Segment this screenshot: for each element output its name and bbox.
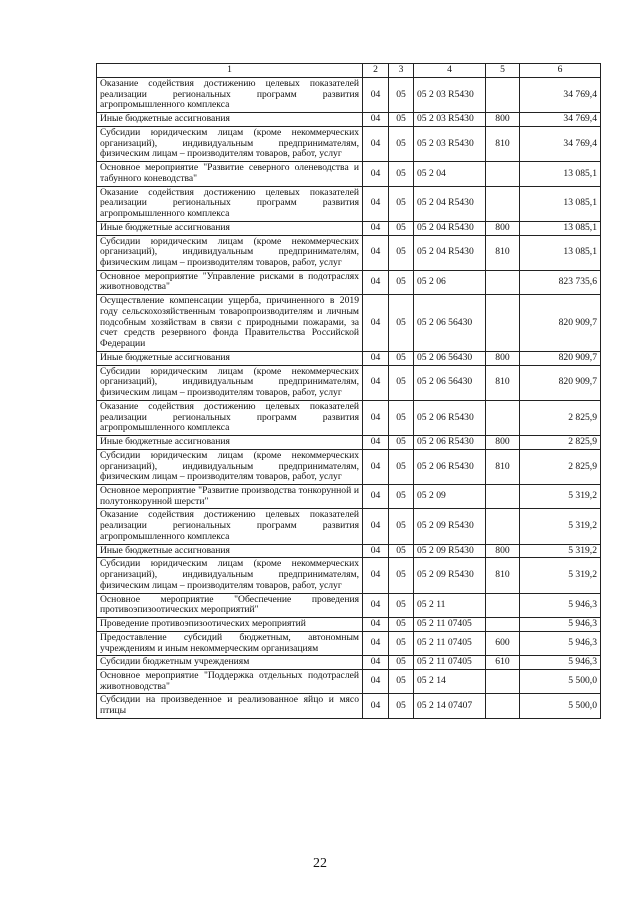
row-pr-cell: 05 xyxy=(389,558,414,593)
row-name-cell: Иные бюджетные ассигнования xyxy=(97,351,363,365)
row-rz-cell: 04 xyxy=(363,544,389,558)
row-sum-cell: 2 825,9 xyxy=(520,436,601,450)
row-csr-cell: 05 2 11 07405 xyxy=(414,656,486,670)
row-csr-cell: 05 2 03 R5430 xyxy=(414,78,486,113)
row-vr-cell: 800 xyxy=(486,221,520,235)
table-row xyxy=(97,656,601,670)
table-row xyxy=(97,235,601,270)
row-rz-cell: 04 xyxy=(363,618,389,632)
row-vr-cell xyxy=(486,694,520,718)
table-row xyxy=(97,449,601,484)
row-name-cell: Основное мероприятие "Поддержка отдельных подотраслей животноводства" xyxy=(97,669,363,693)
table-row xyxy=(97,544,601,558)
row-sum-cell: 2 825,9 xyxy=(520,400,601,435)
row-csr-cell: 05 2 03 R5430 xyxy=(414,113,486,127)
table-row xyxy=(97,694,601,718)
row-sum-cell: 2 825,9 xyxy=(520,449,601,484)
row-csr-cell: 05 2 06 R5430 xyxy=(414,449,486,484)
row-sum-cell: 820 909,7 xyxy=(520,365,601,400)
table-row xyxy=(97,593,601,617)
row-rz-cell: 04 xyxy=(363,669,389,693)
row-name-cell: Иные бюджетные ассигнования xyxy=(97,221,363,235)
row-pr-cell: 05 xyxy=(389,162,414,186)
table-row xyxy=(97,669,601,693)
table-row xyxy=(97,484,601,508)
row-vr-cell xyxy=(486,295,520,352)
row-sum-cell: 820 909,7 xyxy=(520,295,601,352)
row-sum-cell: 5 946,3 xyxy=(520,618,601,632)
row-vr-cell: 800 xyxy=(486,113,520,127)
row-pr-cell: 05 xyxy=(389,365,414,400)
row-pr-cell: 05 xyxy=(389,113,414,127)
row-vr-cell: 810 xyxy=(486,365,520,400)
row-csr-cell: 05 2 04 R5430 xyxy=(414,186,486,221)
row-sum-cell: 34 769,4 xyxy=(520,78,601,113)
row-vr-cell xyxy=(486,270,520,294)
row-rz-cell: 04 xyxy=(363,295,389,352)
row-sum-cell: 13 085,1 xyxy=(520,235,601,270)
row-sum-cell: 5 946,3 xyxy=(520,631,601,655)
row-csr-cell: 05 2 03 R5430 xyxy=(414,126,486,161)
row-name-cell: Субсидии юридическим лицам (кроме некоммерческих организаций), индивидуальным предпринимателям, физическим лицам – производителям товаров, работ, услуг xyxy=(97,365,363,400)
row-csr-cell: 05 2 04 xyxy=(414,162,486,186)
row-rz-cell: 04 xyxy=(363,113,389,127)
table-row xyxy=(97,221,601,235)
row-rz-cell: 04 xyxy=(363,235,389,270)
row-pr-cell: 05 xyxy=(389,593,414,617)
row-sum-cell: 5 319,2 xyxy=(520,484,601,508)
row-vr-cell xyxy=(486,186,520,221)
table-row xyxy=(97,365,601,400)
row-pr-cell: 05 xyxy=(389,509,414,544)
row-rz-cell: 04 xyxy=(363,221,389,235)
row-name-cell: Оказание содействия достижению целевых показателей реализации региональных программ развития агропромышленного комплекса xyxy=(97,400,363,435)
row-rz-cell: 04 xyxy=(363,436,389,450)
column-header-3: 3 xyxy=(389,64,414,78)
table-row xyxy=(97,295,601,352)
row-pr-cell: 05 xyxy=(389,186,414,221)
row-vr-cell: 810 xyxy=(486,558,520,593)
row-csr-cell: 05 2 14 07407 xyxy=(414,694,486,718)
row-rz-cell: 04 xyxy=(363,484,389,508)
row-name-cell: Иные бюджетные ассигнования xyxy=(97,436,363,450)
row-pr-cell: 05 xyxy=(389,295,414,352)
budget-table xyxy=(96,63,601,719)
row-csr-cell: 05 2 11 07405 xyxy=(414,631,486,655)
row-vr-cell xyxy=(486,162,520,186)
row-pr-cell: 05 xyxy=(389,669,414,693)
row-vr-cell: 800 xyxy=(486,544,520,558)
row-name-cell: Иные бюджетные ассигнования xyxy=(97,113,363,127)
row-rz-cell: 04 xyxy=(363,449,389,484)
row-name-cell: Основное мероприятие "Развитие производства тонкорунной и полутонкорунной шерсти" xyxy=(97,484,363,508)
row-name-cell: Субсидии юридическим лицам (кроме некоммерческих организаций), индивидуальным предпринимателям, физическим лицам – производителям товаров, работ, услуг xyxy=(97,558,363,593)
row-vr-cell: 810 xyxy=(486,235,520,270)
row-rz-cell: 04 xyxy=(363,270,389,294)
row-name-cell: Субсидии на произведенное и реализованное яйцо и мясо птицы xyxy=(97,694,363,718)
row-pr-cell: 05 xyxy=(389,449,414,484)
row-sum-cell: 5 319,2 xyxy=(520,544,601,558)
row-sum-cell: 13 085,1 xyxy=(520,221,601,235)
row-name-cell: Проведение противоэпизоотических мероприятий xyxy=(97,618,363,632)
row-csr-cell: 05 2 06 R5430 xyxy=(414,400,486,435)
row-name-cell: Предоставление субсидий бюджетным, автономным учреждениям и иным некоммерческим организациям xyxy=(97,631,363,655)
row-sum-cell: 5 319,2 xyxy=(520,509,601,544)
row-pr-cell: 05 xyxy=(389,126,414,161)
row-rz-cell: 04 xyxy=(363,351,389,365)
table-row xyxy=(97,78,601,113)
row-csr-cell: 05 2 11 07405 xyxy=(414,618,486,632)
column-header-1: 1 xyxy=(97,64,363,78)
row-name-cell: Оказание содействия достижению целевых показателей реализации региональных программ развития агропромышленного комплекса xyxy=(97,509,363,544)
row-vr-cell xyxy=(486,669,520,693)
row-pr-cell: 05 xyxy=(389,694,414,718)
column-header-2: 2 xyxy=(363,64,389,78)
row-rz-cell: 04 xyxy=(363,365,389,400)
table-row xyxy=(97,558,601,593)
row-pr-cell: 05 xyxy=(389,351,414,365)
row-sum-cell: 823 735,6 xyxy=(520,270,601,294)
row-sum-cell: 820 909,7 xyxy=(520,351,601,365)
row-vr-cell xyxy=(486,618,520,632)
row-pr-cell: 05 xyxy=(389,618,414,632)
row-rz-cell: 04 xyxy=(363,694,389,718)
row-vr-cell xyxy=(486,509,520,544)
row-name-cell: Основное мероприятие "Обеспечение проведения противоэпизоотических мероприятий" xyxy=(97,593,363,617)
table-row xyxy=(97,126,601,161)
row-rz-cell: 04 xyxy=(363,186,389,221)
row-csr-cell: 05 2 09 R5430 xyxy=(414,509,486,544)
row-rz-cell: 04 xyxy=(363,558,389,593)
row-name-cell: Субсидии юридическим лицам (кроме некоммерческих организаций), индивидуальным предпринимателям, физическим лицам – производителям товаров, работ, услуг xyxy=(97,235,363,270)
row-vr-cell xyxy=(486,593,520,617)
row-csr-cell: 05 2 04 R5430 xyxy=(414,235,486,270)
row-rz-cell: 04 xyxy=(363,400,389,435)
row-vr-cell: 610 xyxy=(486,656,520,670)
row-sum-cell: 34 769,4 xyxy=(520,113,601,127)
row-vr-cell xyxy=(486,78,520,113)
row-pr-cell: 05 xyxy=(389,656,414,670)
row-name-cell: Оказание содействия достижению целевых показателей реализации региональных программ развития агропромышленного комплекса xyxy=(97,186,363,221)
row-sum-cell: 5 500,0 xyxy=(520,669,601,693)
page-number: 22 xyxy=(313,856,327,871)
row-name-cell: Субсидии юридическим лицам (кроме некоммерческих организаций), индивидуальным предпринимателям, физическим лицам – производителям товаров, работ, услуг xyxy=(97,449,363,484)
table-body xyxy=(97,78,601,719)
column-header-6: 6 xyxy=(520,64,601,78)
row-name-cell: Субсидии бюджетным учреждениям xyxy=(97,656,363,670)
row-vr-cell xyxy=(486,484,520,508)
row-pr-cell: 05 xyxy=(389,270,414,294)
column-header-5: 5 xyxy=(486,64,520,78)
table-row xyxy=(97,351,601,365)
row-name-cell: Основное мероприятие "Управление рисками в подотраслях животноводства" xyxy=(97,270,363,294)
table-row xyxy=(97,618,601,632)
table-row xyxy=(97,509,601,544)
table-row xyxy=(97,186,601,221)
row-rz-cell: 04 xyxy=(363,78,389,113)
row-csr-cell: 05 2 11 xyxy=(414,593,486,617)
row-rz-cell: 04 xyxy=(363,593,389,617)
row-pr-cell: 05 xyxy=(389,221,414,235)
row-sum-cell: 5 946,3 xyxy=(520,656,601,670)
row-name-cell: Осуществление компенсации ущерба, причиненного в 2019 году сельскохозяйственным товаропроизводителям и личным подсобным хозяйствам в связи с природными пожарами, за счет средств резервного фонда Правительства Российской Федерации xyxy=(97,295,363,352)
table-row xyxy=(97,436,601,450)
row-pr-cell: 05 xyxy=(389,436,414,450)
row-sum-cell: 34 769,4 xyxy=(520,126,601,161)
row-sum-cell: 13 085,1 xyxy=(520,186,601,221)
table-row xyxy=(97,400,601,435)
row-pr-cell: 05 xyxy=(389,631,414,655)
row-vr-cell: 600 xyxy=(486,631,520,655)
row-sum-cell: 5 500,0 xyxy=(520,694,601,718)
row-pr-cell: 05 xyxy=(389,78,414,113)
row-csr-cell: 05 2 06 xyxy=(414,270,486,294)
table-row xyxy=(97,270,601,294)
row-csr-cell: 05 2 06 56430 xyxy=(414,351,486,365)
row-vr-cell: 810 xyxy=(486,126,520,161)
row-pr-cell: 05 xyxy=(389,544,414,558)
row-vr-cell: 810 xyxy=(486,449,520,484)
row-csr-cell: 05 2 06 56430 xyxy=(414,365,486,400)
row-name-cell: Иные бюджетные ассигнования xyxy=(97,544,363,558)
table-row xyxy=(97,631,601,655)
table-row xyxy=(97,162,601,186)
row-rz-cell: 04 xyxy=(363,656,389,670)
row-rz-cell: 04 xyxy=(363,162,389,186)
row-pr-cell: 05 xyxy=(389,400,414,435)
row-rz-cell: 04 xyxy=(363,126,389,161)
table-header-row xyxy=(97,64,601,78)
row-csr-cell: 05 2 06 56430 xyxy=(414,295,486,352)
row-vr-cell: 800 xyxy=(486,436,520,450)
row-pr-cell: 05 xyxy=(389,235,414,270)
column-header-4: 4 xyxy=(414,64,486,78)
row-sum-cell: 5 319,2 xyxy=(520,558,601,593)
row-csr-cell: 05 2 04 R5430 xyxy=(414,221,486,235)
row-sum-cell: 5 946,3 xyxy=(520,593,601,617)
row-name-cell: Субсидии юридическим лицам (кроме некоммерческих организаций), индивидуальным предпринимателям, физическим лицам – производителям товаров, работ, услуг xyxy=(97,126,363,161)
row-rz-cell: 04 xyxy=(363,509,389,544)
row-csr-cell: 05 2 06 R5430 xyxy=(414,436,486,450)
row-csr-cell: 05 2 09 R5430 xyxy=(414,558,486,593)
row-csr-cell: 05 2 14 xyxy=(414,669,486,693)
row-vr-cell xyxy=(486,400,520,435)
table-row xyxy=(97,113,601,127)
row-rz-cell: 04 xyxy=(363,631,389,655)
row-name-cell: Основное мероприятие "Развитие северного оленеводства и табунного коневодства" xyxy=(97,162,363,186)
row-name-cell: Оказание содействия достижению целевых показателей реализации региональных программ развития агропромышленного комплекса xyxy=(97,78,363,113)
row-csr-cell: 05 2 09 R5430 xyxy=(414,544,486,558)
row-vr-cell: 800 xyxy=(486,351,520,365)
row-csr-cell: 05 2 09 xyxy=(414,484,486,508)
row-sum-cell: 13 085,1 xyxy=(520,162,601,186)
row-pr-cell: 05 xyxy=(389,484,414,508)
